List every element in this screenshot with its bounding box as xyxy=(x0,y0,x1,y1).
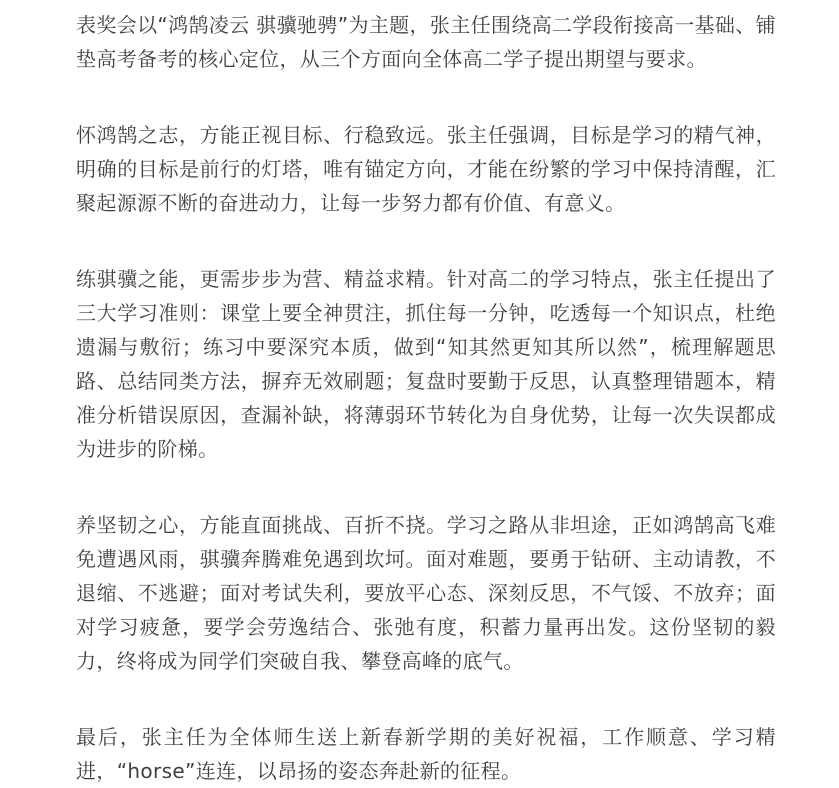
paragraph-ambition: 怀鸿鹄之志，方能正视目标、行稳致远。张主任强调，目标是学习的精气神，明确的目标是前行的灯塔，唯有锚定方向，才能在纷繁的学习中保持清醒，汇聚起源源不断的奋进动力，让每一步努力都有价值、有意义。 xyxy=(76,123,776,215)
paragraph-study-principles: 练骐骥之能，更需步步为营、精益求精。针对高二的学习特点，张主任提出了三大学习准则：课堂上要全神贯注，抓住每一分钟，吃透每一个知识点，杜绝遗漏与敷衍；练习中要深究本质，做到“知其然更知其所以然”，梳理解题思路、总结同类方法，摒弃无效刷题；复盘时要勤于反思，认真整理错题本，精准分析错误原因，查漏补缺，将薄弱环节转化为自身优势，让每一次失误都成为进步的阶梯。 xyxy=(76,267,776,461)
paragraph-closing-wishes: 最后，张主任为全体师生送上新春新学期的美好祝福，工作顺意、学习精进，“horse”连连，以昂扬的姿态奔赴新的征程。 xyxy=(76,725,776,783)
article-body xyxy=(76,8,776,788)
paragraph-perseverance: 养坚韧之心，方能直面挑战、百折不挠。学习之路从非坦途，正如鸿鹄高飞难免遭遇风雨，骐骥奔腾难免遇到坎坷。面对难题，要勇于钻研、主动请教，不退缩、不逃避；面对考试失利，要放平心态、深刻反思，不气馁、不放弃；面对学习疲惫，要学会劳逸结合、张弛有度，积蓄力量再出发。这份坚韧的毅力，终将成为同学们突破自我、攀登高峰的底气。 xyxy=(76,513,776,673)
paragraph-theme-intro: 表奖会以“鸿鹄凌云 骐骥驰骋”为主题，张主任围绕高二学段衔接高一基础、铺垫高考备考的核心定位，从三个方面向全体高二学子提出期望与要求。 xyxy=(76,13,776,71)
